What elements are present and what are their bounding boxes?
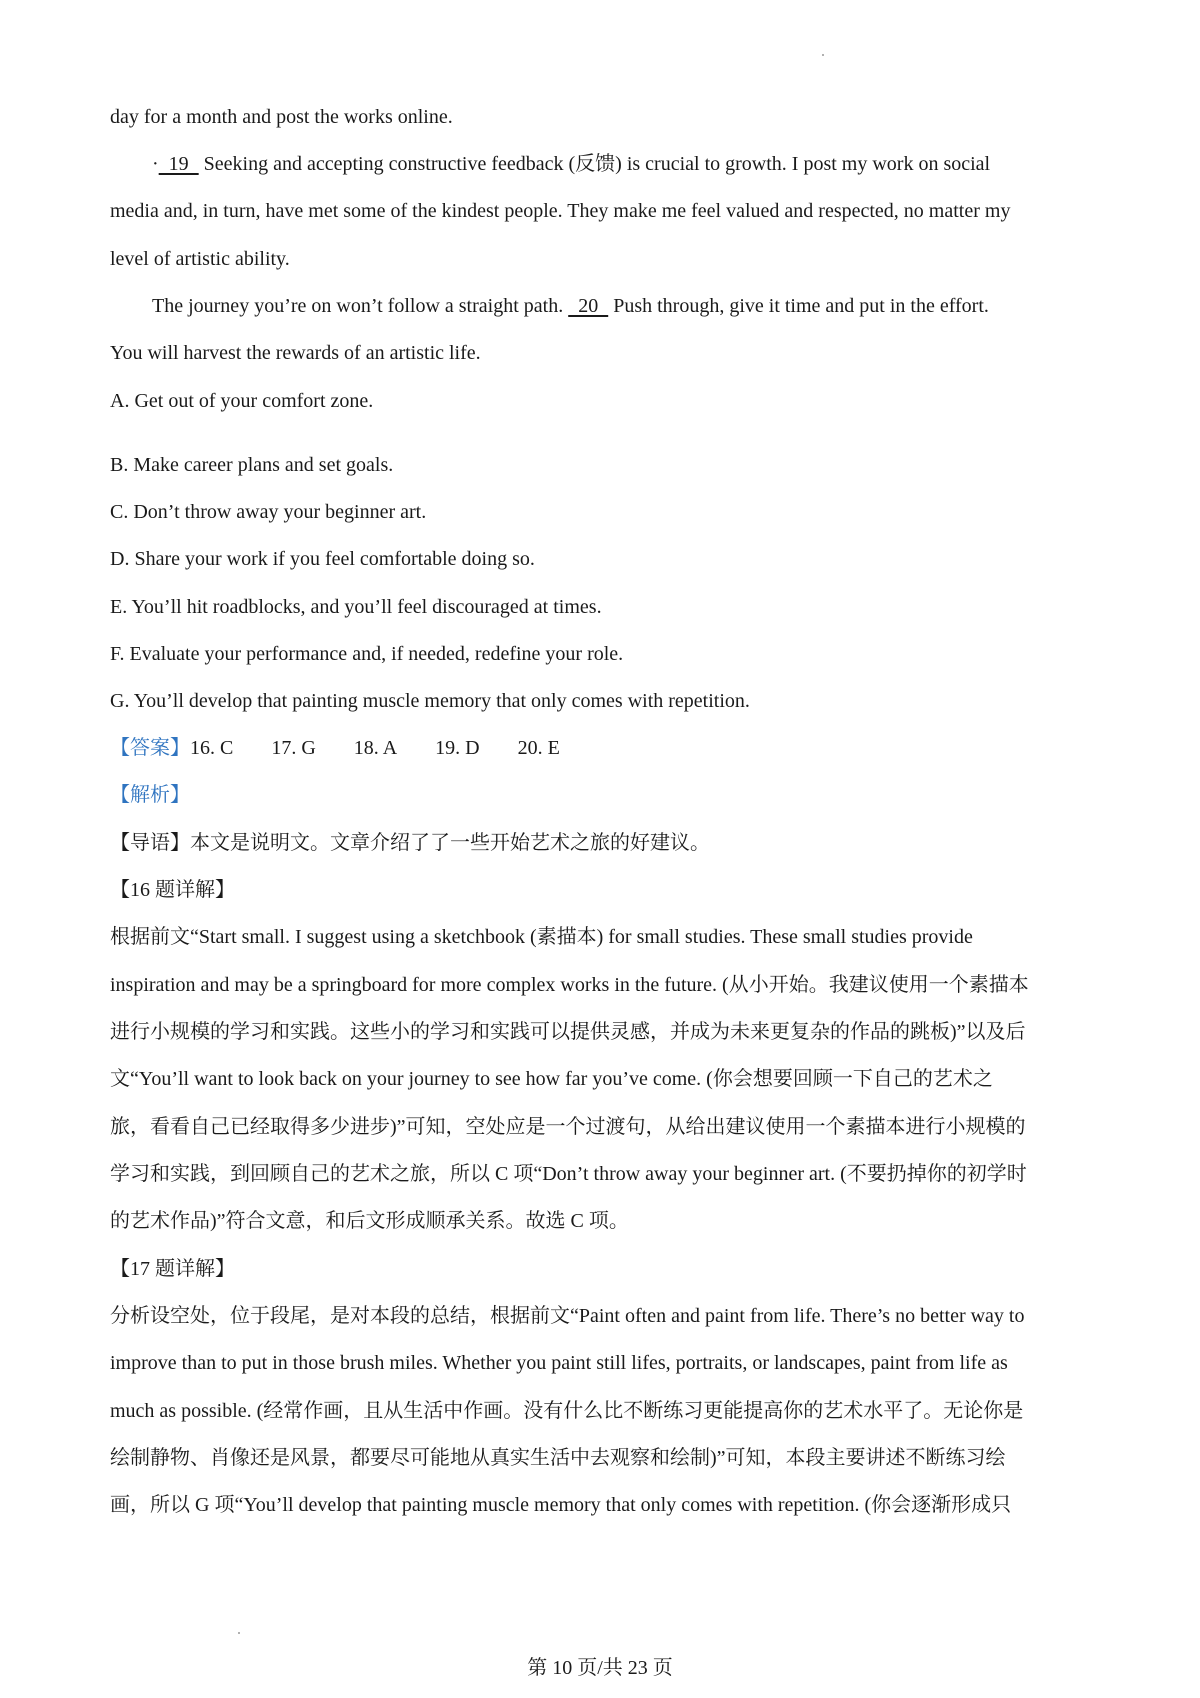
passage-text: The journey you’re on won’t follow a straight path. — [152, 295, 569, 317]
passage-line — [152, 150, 990, 178]
option-g: G. You’ll develop that painting muscle memory that only comes with repetition. — [110, 690, 750, 712]
passage-text: Seeking and accepting constructive feedback (反馈) is crucial to growth. I post my work on social — [198, 153, 991, 175]
analysis-label: 【解析】 — [110, 784, 190, 806]
q17-line: 分析设空处，位于段尾，是对本段的总结，根据前文“Paint often and paint from life. There’s no better way to — [110, 1305, 1025, 1327]
q16-title: 【16 题详解】 — [110, 879, 235, 901]
option-c: C. Don’t throw away your beginner art. — [110, 501, 427, 523]
passage-line: media and, in turn, have met some of the kindest people. They make me feel valued and respected, no matter my — [110, 200, 1011, 222]
scan-speck — [822, 54, 824, 56]
q16-line: 的艺术作品)”符合文意，和后文形成顺承关系。故选 C 项。 — [110, 1210, 629, 1232]
q16-line: inspiration and may be a springboard for more complex works in the future. (从小开始。我建议使用一个素描本 — [110, 974, 1029, 996]
q16-line: 进行小规模的学习和实践。这些小的学习和实践可以提供灵感，并成为未来更复杂的作品的跳板)”以及后 — [110, 1021, 1026, 1043]
option-e: E. You’ll hit roadblocks, and you’ll feel discouraged at times. — [110, 596, 602, 618]
q16-line: 旅，看看自己已经取得多少进步)”可知，空处应是一个过渡句，从给出建议使用一个素描本进行小规模的 — [110, 1116, 1026, 1138]
q17-line: improve than to put in those brush miles. Whether you paint still lifes, portraits, or landscapes, paint from life as — [110, 1352, 1008, 1374]
passage-line: You will harvest the rewards of an artistic life. — [110, 342, 481, 364]
page-number: 第 10 页/共 23 页 — [527, 1657, 673, 1679]
answer-item: 17. G — [271, 737, 316, 759]
analysis-intro: 【导语】本文是说明文。文章介绍了了一些开始艺术之旅的好建议。 — [110, 832, 710, 854]
answer-item: 16. C — [190, 737, 234, 759]
q17-line: 画，所以 G 项“You’ll develop that painting muscle memory that only comes with repetition. (你会逐渐形成只 — [110, 1494, 1012, 1516]
blank-20: 20 — [568, 295, 609, 317]
q17-title: 【17 题详解】 — [110, 1258, 235, 1280]
q16-line: 文“You’ll want to look back on your journey to see how far you’ve come. (你会想要回顾一下自己的艺术之 — [110, 1068, 993, 1090]
passage-line: day for a month and post the works online. — [110, 106, 453, 128]
answer-item: 18. A — [353, 737, 398, 759]
option-d: D. Share your work if you feel comfortable doing so. — [110, 548, 535, 570]
q17-line: much as possible. (经常作画，且从生活中作画。没有什么比不断练习更能提高你的艺术水平了。无论你是 — [110, 1400, 1024, 1422]
answer-item: 20. E — [517, 737, 560, 759]
passage-line — [152, 292, 989, 320]
answer-item: 19. D — [435, 737, 480, 759]
answer-line — [110, 734, 560, 762]
q17-line: 绘制静物、肖像还是风景，都要尽可能地从真实生活中去观察和绘制)”可知，本段主要讲述不断练习绘 — [110, 1447, 1006, 1469]
option-b: B. Make career plans and set goals. — [110, 454, 394, 476]
scan-speck — [238, 1632, 240, 1634]
option-a: A. Get out of your comfort zone. — [110, 390, 374, 412]
blank-19: 19 — [158, 153, 199, 175]
q16-line: 学习和实践，到回顾自己的艺术之旅，所以 C 项“Don’t throw away your beginner art. (不要扔掉你的初学时 — [110, 1163, 1027, 1185]
q16-line: 根据前文“Start small. I suggest using a sketchbook (素描本) for small studies. These small studies provide — [110, 926, 973, 948]
option-f: F. Evaluate your performance and, if needed, redefine your role. — [110, 643, 624, 665]
answer-label: 【答案】 — [110, 737, 190, 759]
passage-text: Push through, give it time and put in the effort. — [608, 295, 989, 317]
bullet: · — [152, 153, 159, 175]
passage-line: level of artistic ability. — [110, 248, 290, 270]
